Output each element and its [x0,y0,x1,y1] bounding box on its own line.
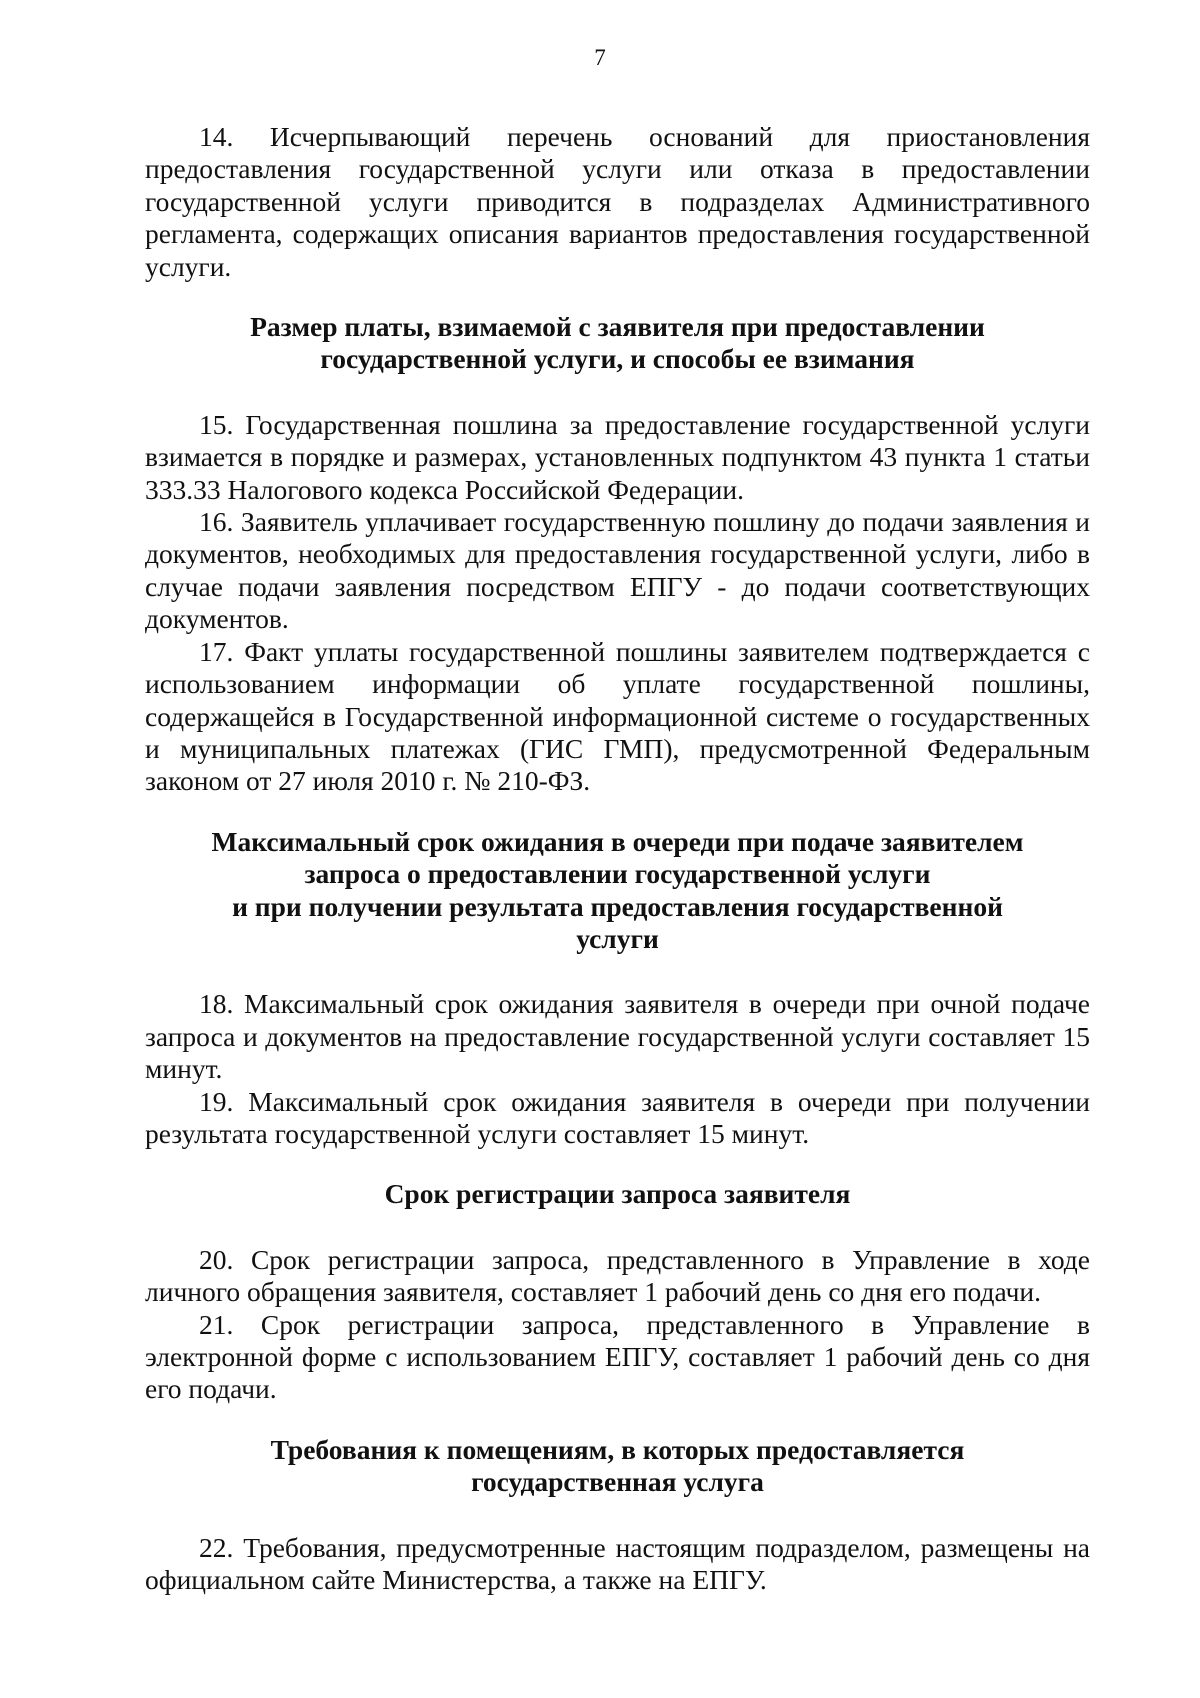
paragraph-21: 21. Срок регистрации запроса, представленного в Управление в электронной форме с использованием ЕПГУ, составляет 1 рабочий день со дня его подачи. [145,1308,1090,1405]
paragraph-18: 18. Максимальный срок ожидания заявителя в очереди при очной подаче запроса и документов на предоставление государственной услуги составляет 15 минут. [145,988,1090,1085]
section-heading-fee [145,311,1090,376]
heading-line: Размер платы, взимаемой с заявителя при предоставлении [250,311,985,343]
heading-line: Требования к помещениям, в которых предоставляется [270,1433,965,1465]
paragraph-16: 16. Заявитель уплачивает государственную пошлину до подачи заявления и документов, необходимых для предоставления государственной услуги, либо в случае подачи заявления посредством ЕПГУ - до подачи соответствующих документов. [145,506,1090,635]
page-number: 7 [594,45,606,70]
heading-line: и при получении результата предоставления государственной [232,890,1003,922]
document-body [145,121,1090,1596]
paragraph-19: 19. Максимальный срок ожидания заявителя в очереди при получении результата государственной услуги составляет 15 минут. [145,1085,1090,1149]
heading-line: услуги [576,922,659,954]
paragraph-20: 20. Срок регистрации запроса, представленного в Управление в ходе личного обращения заявителя, составляет 1 рабочий день со дня его подачи. [145,1243,1090,1308]
paragraph-15: 15. Государственная пошлина за предоставление государственной услуги взимается в порядке и размерах, установленных подпунктом 43 пункта 1 статьи 333.33 Налогового кодекса Российской Федерации. [145,408,1090,505]
heading-line: Максимальный срок ожидания в очереди при подаче заявителем [211,825,1024,857]
section-heading-premises [145,1434,1090,1499]
section-heading-queue [145,826,1090,956]
heading-line: запроса о предоставлении государственной услуги [304,858,931,890]
paragraph-17: 17. Факт уплаты государственной пошлины заявителем подтверждается с использованием информации об уплате государственной пошлины, содержащейся в Государственной информационной системе о государственных и муниципальных платежах (ГИС ГМП), предусмотренной Федеральным законом от 27 июля 2010 г. № 210-ФЗ. [145,635,1090,797]
heading-line: государственная услуга [471,1466,764,1498]
heading-line: государственной услуги, и способы ее взимания [320,343,915,375]
paragraph-14: 14. Исчерпывающий перечень оснований для приостановления предоставления государственной услуги или отказа в предоставлении государственной услуги приводится в подразделах Административного регламента, содержащих описания вариантов предоставления государственной услуги. [145,121,1090,282]
paragraph-22: 22. Требования, предусмотренные настоящим подразделом, размещены на официальном сайте Министерства, а также на ЕПГУ. [145,1531,1090,1596]
heading-line: Срок регистрации запроса заявителя [384,1178,851,1210]
section-heading-registration [145,1178,1090,1210]
